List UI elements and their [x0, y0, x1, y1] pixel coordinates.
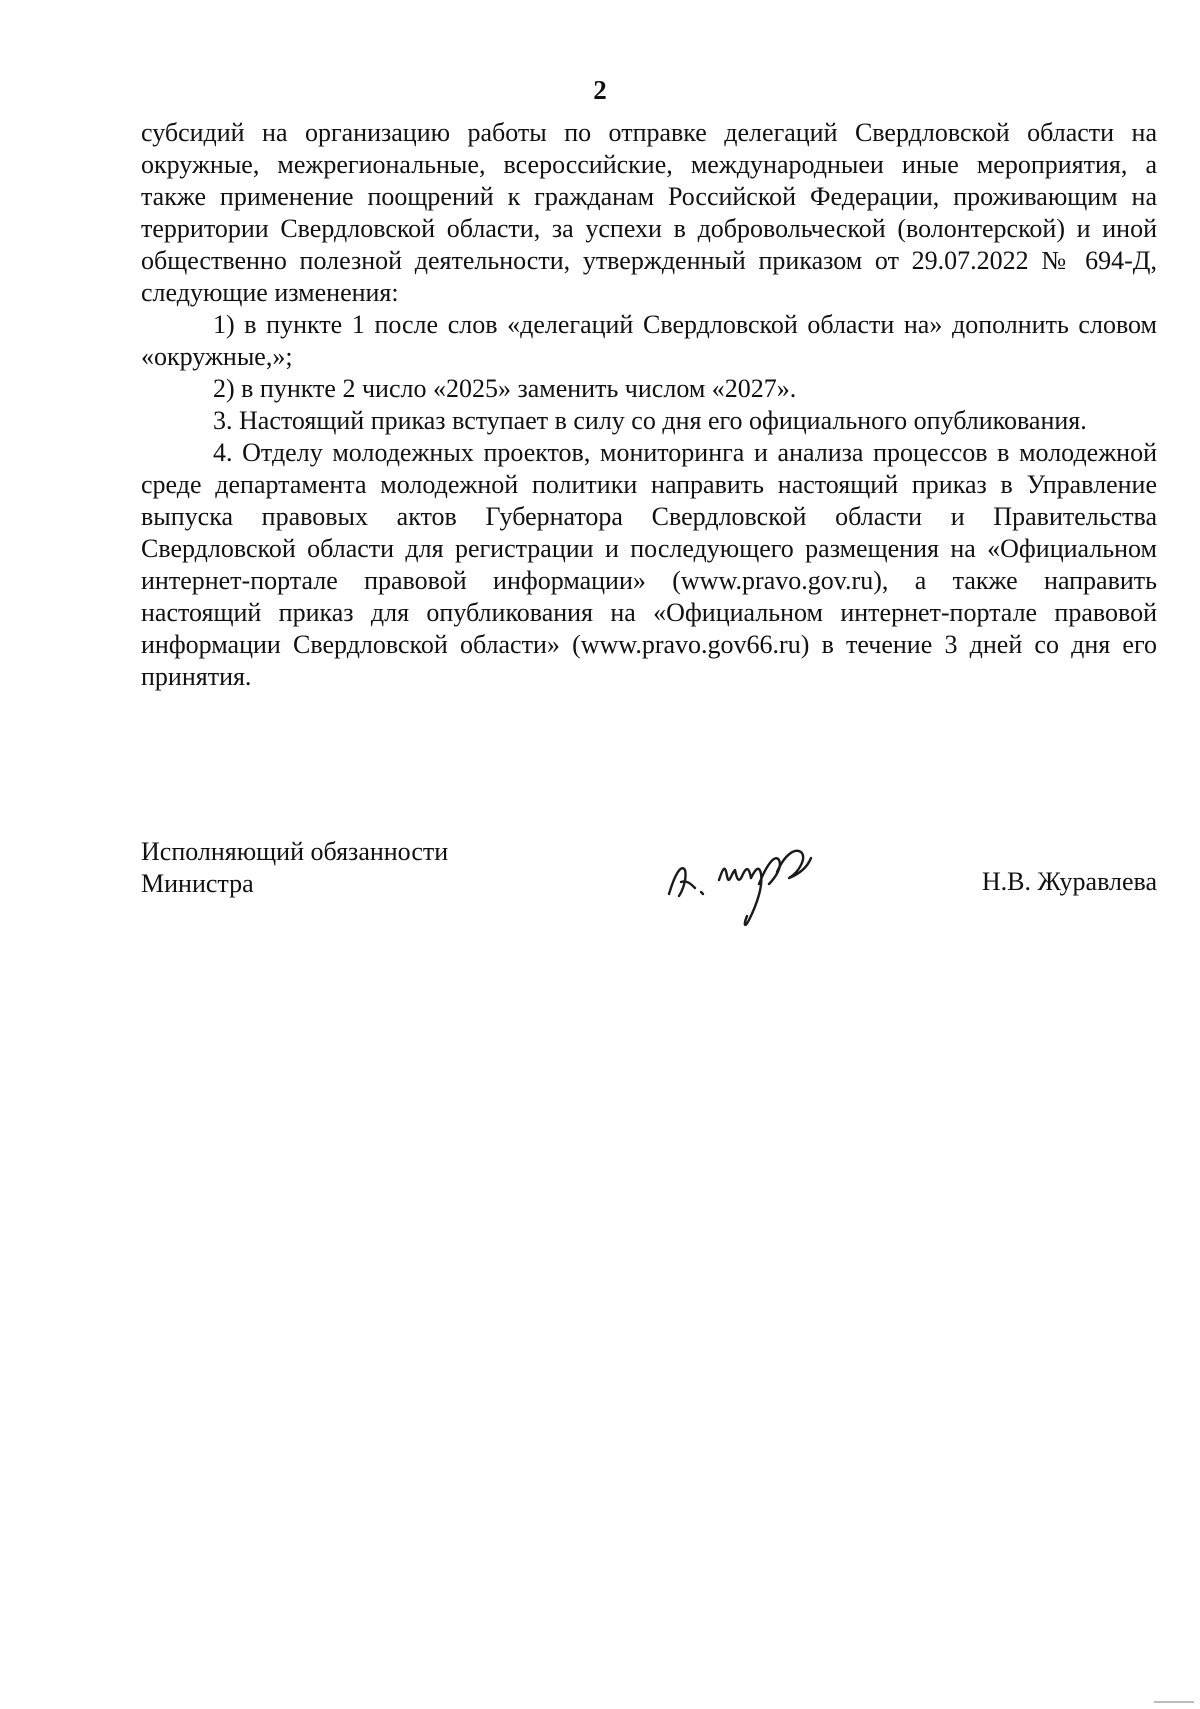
scan-corner-mark	[1154, 1701, 1194, 1703]
signature-block	[141, 836, 1157, 946]
paragraph-item-1: 1) в пункте 1 после слов «делегаций Свердловской области на» дополнить словом «окружные,»;	[141, 310, 1157, 371]
paragraph-point-4: 4. Отделу молодежных проектов, мониторинга и анализа процессов в молодежной среде департамента молодежной политики направить настоящий приказ в Управление выпуска правовых актов Губернатора Свердловской области и Правительства Свердловской области для регистрации и последующего размещения на «Официальном интернет-портале правовой информации» (www.pravo.gov.ru), а также направить настоящий приказ для опубликования на «Официальном интернет-портале правовой информации Свердловской области» (www.pravo.gov66.ru) в течение 3 дней со дня его принятия.	[141, 438, 1157, 691]
signatory-name: Н.В. Журавлева	[981, 867, 1157, 896]
page-number: 2	[593, 75, 607, 105]
signatory-position-line2: Министра	[141, 869, 254, 898]
handwritten-signature	[661, 824, 831, 934]
document-body	[141, 117, 1157, 693]
paragraph-point-3: 3. Настоящий приказ вступает в силу со дня его официального опубликования.	[213, 406, 1087, 435]
paragraph-intro: субсидий на организацию работы по отправке делегаций Свердловской области на окружные, межрегиональные, всероссийские, международныеи иные мероприятия, а также применение поощрений к гражданам Российской Федерации, проживающим на территории Свердловской области, за успехи в добровольческой (волонтерской) и иной общественно полезной деятельности, утвержденный приказом от 29.07.2022 № 694-Д, следующие изменения:	[141, 118, 1157, 307]
paragraph-item-2: 2) в пункте 2 число «2025» заменить числом «2027».	[213, 374, 797, 403]
signatory-position-line1: Исполняющий обязанности	[141, 837, 449, 866]
signatory-position	[141, 836, 448, 900]
